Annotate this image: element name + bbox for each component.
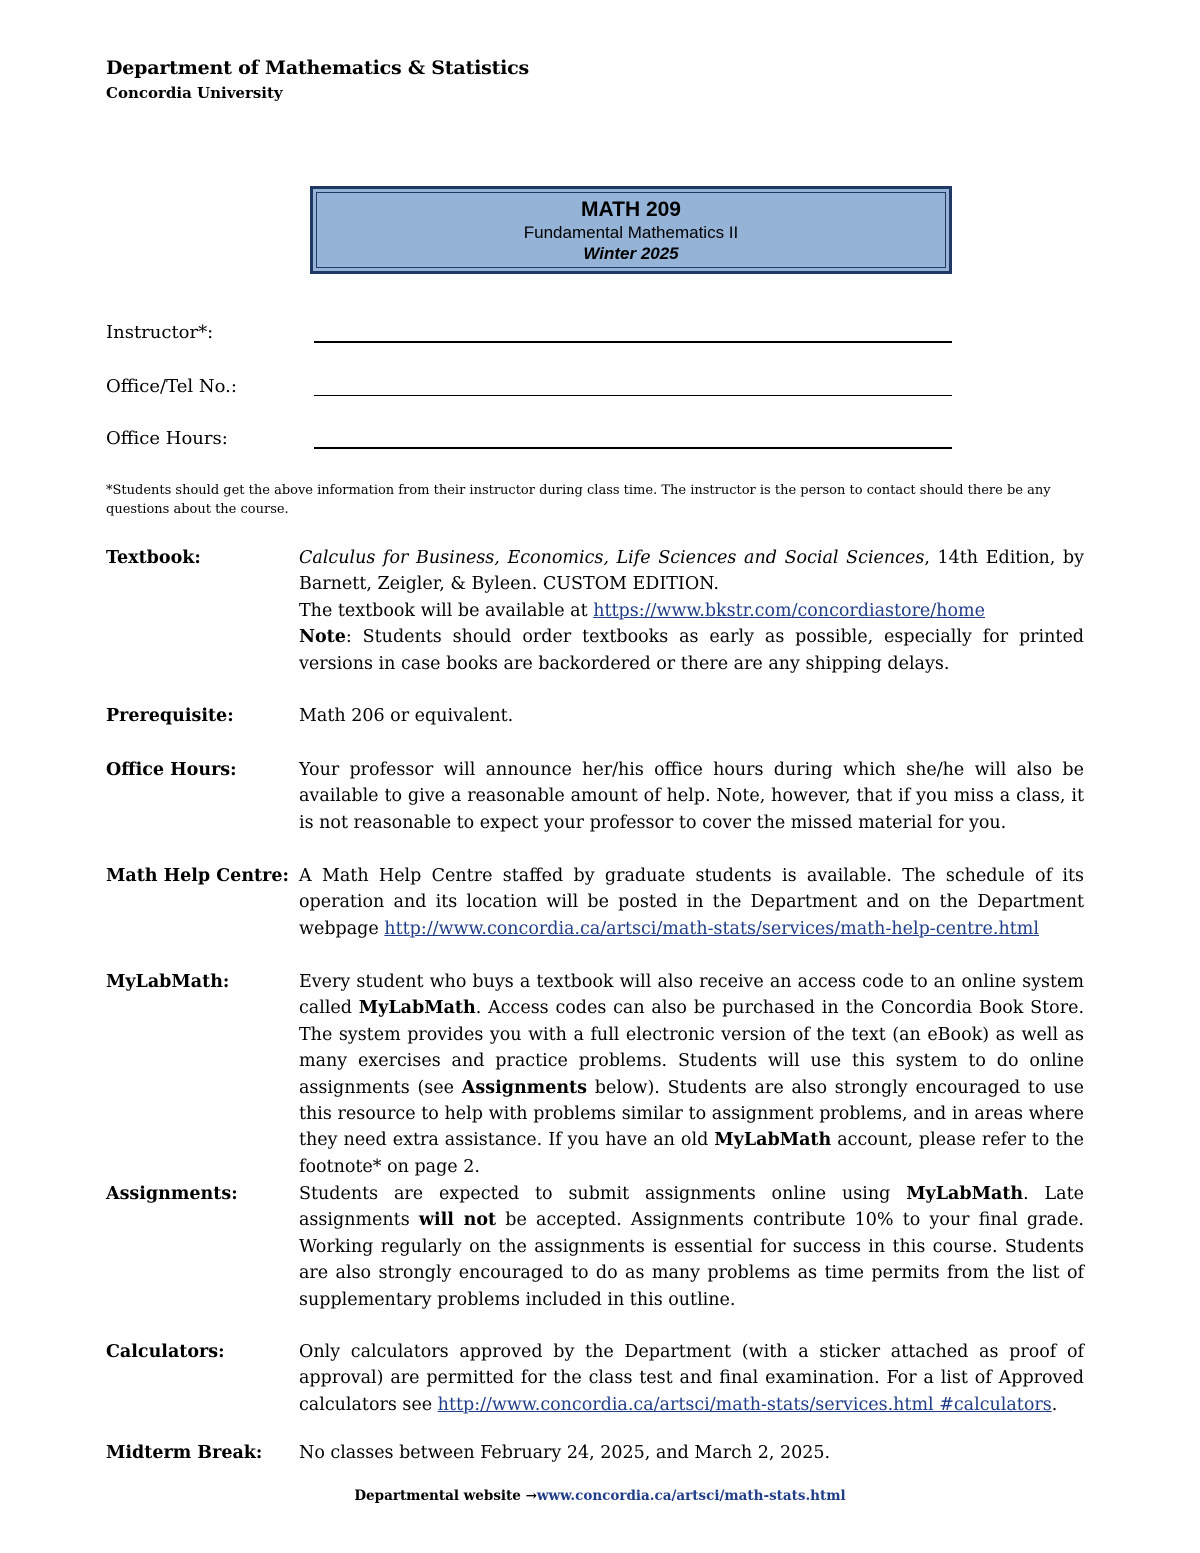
assignments-text-3: be accepted. Assignments contribute 10% to your final grade. Working regularly on the assignments is essential for success in this course. Students are also strongly encouraged to do as many problems as time permits from the list of supplementary problems included in this outline.	[299, 1210, 1084, 1310]
office-tel-blank-line	[314, 395, 952, 396]
textbook-note-label: Note	[299, 627, 346, 648]
mylabmath-bold-3: MyLabMath	[714, 1130, 832, 1151]
math-help-label: Math Help Centre:	[106, 866, 289, 886]
mylabmath-text-1: Every student who buys a textbook will also receive an access code to an online system called	[299, 972, 1084, 1019]
course-term: Winter 2025	[583, 244, 679, 263]
office-hours-section	[106, 757, 1084, 836]
mylabmath-text-4: account, please refer to the footnote* on page 2.	[299, 1130, 1084, 1177]
instructor-blank-line	[314, 341, 952, 343]
university-name: Concordia University	[106, 84, 283, 102]
textbook-note-text: : Students should order textbooks as early as possible, especially for printed versions in case books are backordered or there are any shipping delays.	[299, 627, 1084, 674]
textbook-section	[106, 545, 1084, 677]
assignments-text-1: Students are expected to submit assignments online using	[299, 1184, 907, 1204]
mylabmath-body	[299, 969, 1084, 1180]
course-title-box	[310, 186, 952, 274]
course-name: Fundamental Mathematics II	[523, 223, 739, 242]
mylabmath-section	[106, 969, 1084, 1180]
midterm-break-text: No classes between February 24, 2025, and March 2, 2025.	[299, 1443, 831, 1463]
mylabmath-text-3: below). Students are also strongly encouraged to use this resource to help with problems similar to assignment problems, and in areas where they need extra assistance. If you have an old	[299, 1077, 1084, 1151]
assignments-text-2: . Late assignments	[299, 1184, 1084, 1231]
assignments-section	[106, 1181, 1084, 1313]
page-footer	[0, 1488, 1200, 1504]
calculators-text: Only calculators approved by the Department (with a sticker attached as proof of approval) are permitted for the class test and final examination. For a list of Approved calculators see	[299, 1342, 1084, 1415]
footer-label: Departmental website	[354, 1488, 526, 1504]
assignments-bold-1: MyLabMath	[906, 1184, 1024, 1204]
calculators-suffix: .	[1051, 1394, 1058, 1415]
assignments-bold-2: will not	[418, 1210, 497, 1231]
office-hours-text: Your professor will announce her/his office hours during which she/he will also be available to give a reasonable amount of help. Note, however, that if you miss a class, it is not reasonable to expect your professor to cover the missed material for you.	[299, 760, 1084, 833]
assignments-body	[299, 1181, 1084, 1313]
calculators-section	[106, 1339, 1084, 1418]
midterm-break-label: Midterm Break:	[106, 1443, 263, 1463]
department-title: Department of Mathematics & Statistics	[106, 57, 530, 79]
textbook-label: Textbook:	[106, 548, 201, 568]
prerequisite-section	[106, 703, 1084, 729]
mylabmath-text-2: . Access codes can also be purchased in the Concordia Book Store. The system provides you with a full electronic version of the text (an eBook) as well as many exercises and practice problems. Students will use this system to do online assignments (see	[299, 998, 1085, 1098]
math-help-body	[299, 863, 1084, 942]
office-hours-label: Office Hours:	[106, 760, 237, 780]
office-hours-field-label: Office Hours:	[106, 428, 228, 449]
office-hours-blank-line	[314, 447, 952, 449]
mylabmath-bold-2: Assignments	[461, 1077, 587, 1098]
assignments-label: Assignments:	[106, 1184, 238, 1204]
prerequisite-label: Prerequisite:	[106, 706, 234, 726]
calculators-label: Calculators:	[106, 1342, 225, 1362]
office-tel-label: Office/Tel No.:	[106, 376, 237, 397]
math-help-text: A Math Help Centre staffed by graduate students is available. The schedule of its operation and its location will be posted in the Department and on the Department webpage	[299, 866, 1084, 939]
department-website-link[interactable]: www.concordia.ca/artsci/math-stats.html	[536, 1488, 846, 1504]
math-help-centre-link[interactable]: http://www.concordia.ca/artsci/math-stats/services/math-help-centre.html	[384, 918, 1039, 939]
mylabmath-label: MyLabMath:	[106, 972, 230, 992]
textbook-details: , 14th Edition, by Barnett, Zeigler, & Byleen. CUSTOM EDITION.	[299, 548, 1085, 595]
arrow-right-icon: →	[525, 1488, 537, 1504]
textbook-availability: The textbook will be available at	[299, 600, 594, 621]
instructor-label: Instructor*:	[106, 322, 214, 343]
calculators-body	[299, 1339, 1084, 1418]
textbook-title: Calculus for Business, Economics, Life Sciences and Social Sciences	[299, 548, 925, 568]
math-help-section	[106, 863, 1084, 942]
prerequisite-text: Math 206 or equivalent.	[299, 706, 514, 726]
instructor-info-note: *Students should get the above information from their instructor during class time. The instructor is the person to contact should there be any questions about the course.	[106, 483, 1051, 517]
calculators-link[interactable]: http://www.concordia.ca/artsci/math-stats/services.html #calculators	[437, 1394, 1052, 1415]
midterm-break-section	[106, 1440, 1084, 1466]
course-code: MATH 209	[581, 198, 681, 221]
textbook-body	[299, 545, 1084, 677]
bookstore-link[interactable]: https://www.bkstr.com/concordiastore/home	[593, 600, 985, 621]
mylabmath-bold-1: MyLabMath	[358, 998, 476, 1019]
